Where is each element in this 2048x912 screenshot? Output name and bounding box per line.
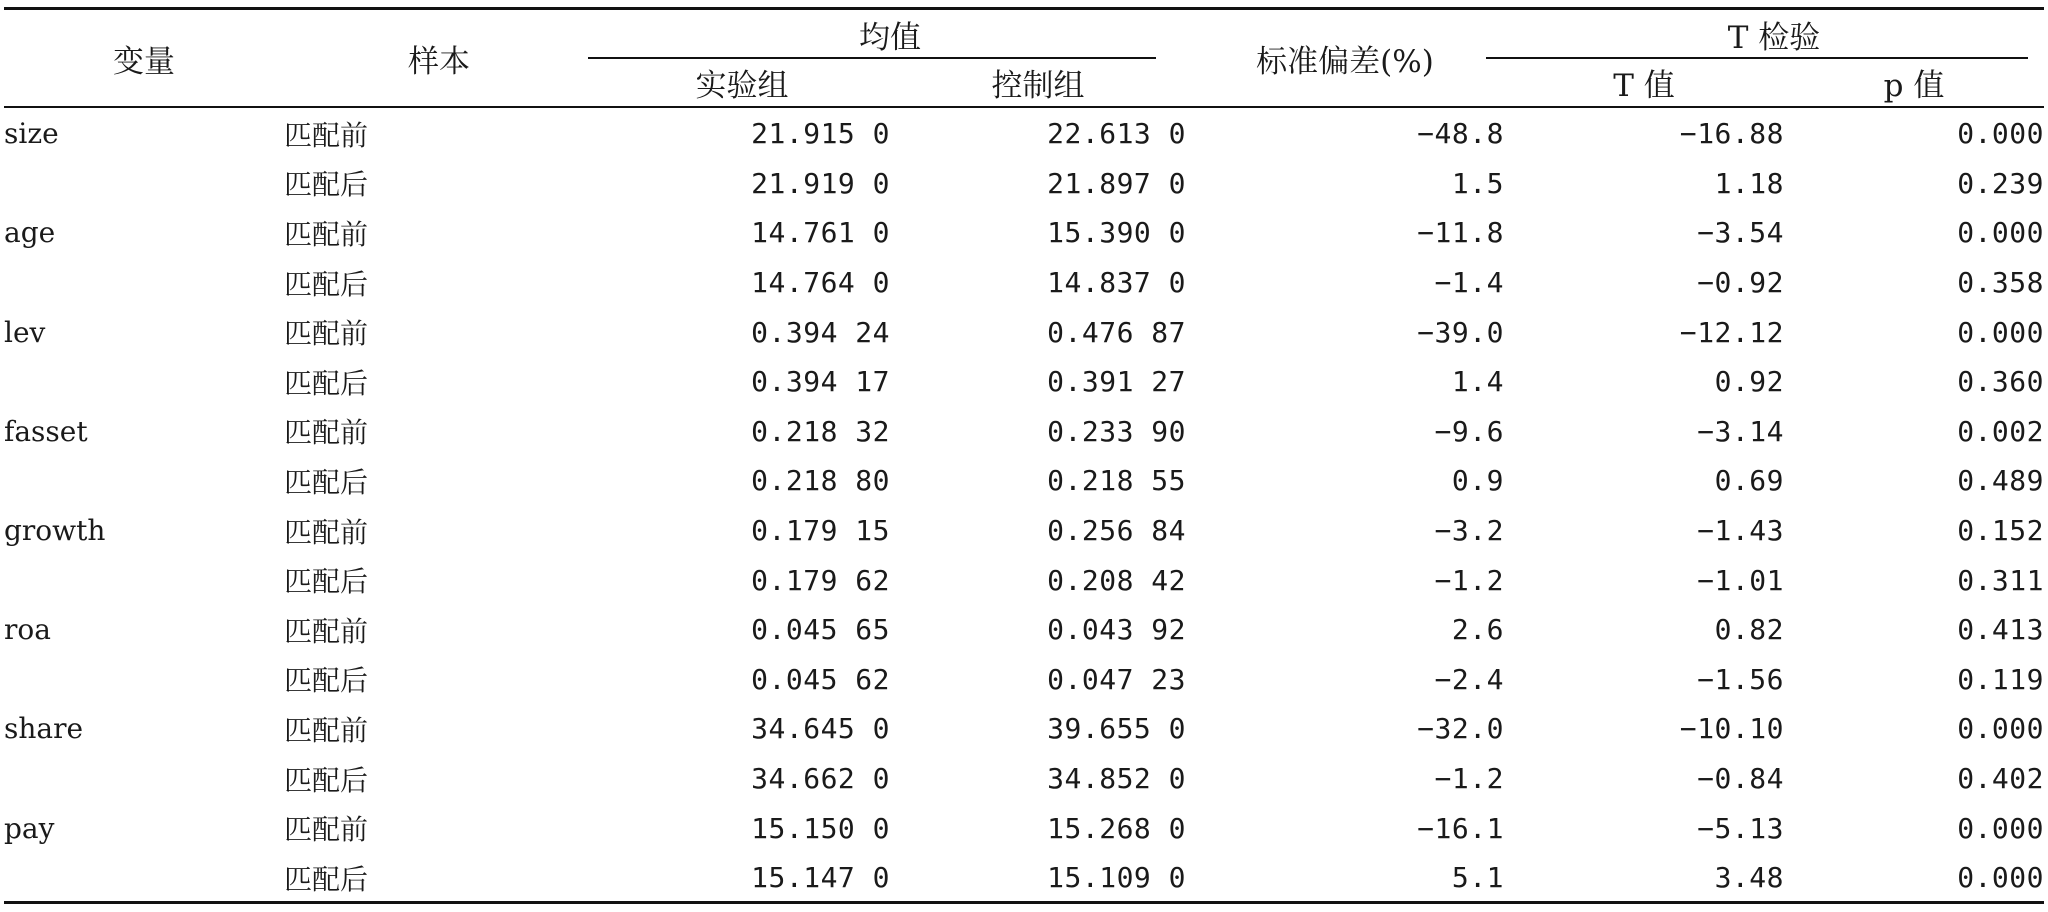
cell-treatment-mean: 34.645 0 — [751, 712, 890, 746]
cell-variable — [4, 853, 284, 903]
cell-p-value: 0.360 — [1957, 365, 2044, 399]
cell-sample: 匹配前 — [284, 217, 369, 251]
cell-treatment-mean: 0.394 17 — [751, 365, 890, 399]
cell-p-value: 0.000 — [1957, 117, 2044, 151]
cell-p-value: 0.000 — [1957, 712, 2044, 746]
cell-t-value: 0.82 — [1714, 613, 1784, 647]
cell-p-value: 0.000 — [1957, 315, 2044, 349]
cell-sample: 匹配前 — [284, 317, 369, 351]
cell-treatment-mean: 34.662 0 — [751, 762, 890, 796]
cell-t-value: −1.01 — [1697, 563, 1784, 597]
cell-control-mean: 0.391 27 — [1047, 365, 1186, 399]
cell-t-value: 0.69 — [1714, 464, 1784, 498]
header-p-value: p 值 — [1883, 67, 1945, 104]
table-row — [4, 605, 2044, 655]
cell-variable: roa — [4, 613, 51, 647]
header-treatment: 实验组 — [695, 67, 789, 104]
cell-std-bias: −32.0 — [1417, 712, 1504, 746]
header-control: 控制组 — [991, 67, 1085, 104]
cell-treatment-mean: 21.915 0 — [751, 117, 890, 151]
header-ttest: T 检验 — [1727, 19, 1821, 56]
cell-t-value: −0.92 — [1697, 266, 1784, 300]
cell-t-value: −1.56 — [1697, 662, 1784, 696]
table-row — [4, 803, 2044, 853]
header-mean: 均值 — [859, 19, 921, 56]
cell-p-value: 0.119 — [1957, 662, 2044, 696]
cell-treatment-mean: 21.919 0 — [751, 166, 890, 200]
cell-t-value: −3.14 — [1697, 414, 1784, 448]
cell-sample: 匹配前 — [284, 515, 369, 549]
cell-sample: 匹配前 — [284, 614, 369, 648]
table-row — [4, 159, 2044, 209]
cell-variable — [4, 555, 284, 605]
cell-std-bias: −39.0 — [1417, 315, 1504, 349]
cell-treatment-mean: 0.218 32 — [751, 414, 890, 448]
cell-variable — [4, 357, 284, 407]
cell-t-value: 1.18 — [1714, 166, 1784, 200]
cell-std-bias: −48.8 — [1417, 117, 1504, 151]
header-sample: 样本 — [408, 43, 470, 80]
cell-treatment-mean: 15.147 0 — [751, 861, 890, 895]
cell-t-value: −16.88 — [1679, 117, 1784, 151]
cell-sample: 匹配后 — [284, 267, 369, 301]
cell-variable — [4, 754, 284, 804]
cell-control-mean: 0.043 92 — [1047, 613, 1186, 647]
cell-control-mean: 15.268 0 — [1047, 811, 1186, 845]
cell-std-bias: −9.6 — [1434, 414, 1504, 448]
cell-p-value: 0.000 — [1957, 216, 2044, 250]
cell-control-mean: 39.655 0 — [1047, 712, 1186, 746]
cell-std-bias: 1.4 — [1451, 365, 1504, 399]
header-t-value: T 值 — [1613, 67, 1675, 104]
table-row — [4, 456, 2044, 506]
cell-t-value: 0.92 — [1714, 365, 1784, 399]
cell-p-value: 0.002 — [1957, 414, 2044, 448]
table-row — [4, 106, 2044, 159]
cell-treatment-mean: 15.150 0 — [751, 811, 890, 845]
cell-sample: 匹配后 — [284, 366, 369, 400]
cell-treatment-mean: 0.179 15 — [751, 514, 890, 548]
cell-std-bias: −16.1 — [1417, 811, 1504, 845]
cell-sample: 匹配后 — [284, 565, 369, 599]
cell-control-mean: 14.837 0 — [1047, 266, 1186, 300]
cell-p-value: 0.413 — [1957, 613, 2044, 647]
table-row — [4, 506, 2044, 556]
cell-variable — [4, 258, 284, 308]
table-row — [4, 258, 2044, 308]
cell-treatment-mean: 0.045 65 — [751, 613, 890, 647]
cell-std-bias: −2.4 — [1434, 662, 1504, 696]
cell-control-mean: 0.256 84 — [1047, 514, 1186, 548]
cell-control-mean: 15.390 0 — [1047, 216, 1186, 250]
cell-control-mean: 21.897 0 — [1047, 166, 1186, 200]
cell-treatment-mean: 14.761 0 — [751, 216, 890, 250]
cell-std-bias: 5.1 — [1451, 861, 1504, 895]
cell-t-value: −5.13 — [1697, 811, 1784, 845]
cell-control-mean: 0.208 42 — [1047, 563, 1186, 597]
cell-control-mean: 34.852 0 — [1047, 762, 1186, 796]
cell-sample: 匹配后 — [284, 465, 369, 499]
cell-t-value: −0.84 — [1697, 762, 1784, 796]
cell-p-value: 0.489 — [1957, 464, 2044, 498]
cell-sample: 匹配前 — [284, 416, 369, 450]
table-row — [4, 208, 2044, 258]
table-row — [4, 853, 2044, 903]
cell-p-value: 0.000 — [1957, 811, 2044, 845]
cell-std-bias: −1.2 — [1434, 563, 1504, 597]
cell-variable: pay — [4, 811, 55, 845]
cell-variable: growth — [4, 514, 106, 548]
cell-p-value: 0.311 — [1957, 563, 2044, 597]
cell-p-value: 0.239 — [1957, 166, 2044, 200]
cell-t-value: −10.10 — [1679, 712, 1784, 746]
cell-control-mean: 15.109 0 — [1047, 861, 1186, 895]
header-std-bias: 标准偏差(%) — [1256, 43, 1434, 80]
cell-variable — [4, 655, 284, 705]
header-row-1 — [4, 10, 2044, 58]
cell-sample: 匹配前 — [284, 118, 369, 152]
cell-treatment-mean: 0.394 24 — [751, 315, 890, 349]
cell-control-mean: 22.613 0 — [1047, 117, 1186, 151]
cell-variable: fasset — [4, 414, 88, 448]
cell-control-mean: 0.218 55 — [1047, 464, 1186, 498]
cell-std-bias: −1.4 — [1434, 266, 1504, 300]
cell-control-mean: 0.476 87 — [1047, 315, 1186, 349]
cell-p-value: 0.000 — [1957, 861, 2044, 895]
cell-control-mean: 0.047 23 — [1047, 662, 1186, 696]
cell-sample: 匹配前 — [284, 713, 369, 747]
table-body — [4, 106, 2044, 903]
cell-std-bias: −1.2 — [1434, 762, 1504, 796]
balance-test-table — [4, 10, 2044, 903]
cell-variable: age — [4, 216, 56, 250]
cell-variable: lev — [4, 315, 46, 349]
cell-variable: share — [4, 712, 84, 746]
table-row — [4, 754, 2044, 804]
table-row — [4, 655, 2044, 705]
cell-t-value: −12.12 — [1679, 315, 1784, 349]
cell-t-value: −3.54 — [1697, 216, 1784, 250]
cell-variable — [4, 159, 284, 209]
cell-sample: 匹配后 — [284, 664, 369, 698]
cell-treatment-mean: 0.045 62 — [751, 662, 890, 696]
table-row — [4, 555, 2044, 605]
table-row — [4, 307, 2044, 357]
cell-sample: 匹配后 — [284, 862, 369, 896]
cell-variable — [4, 456, 284, 506]
cell-control-mean: 0.233 90 — [1047, 414, 1186, 448]
cell-treatment-mean: 0.218 80 — [751, 464, 890, 498]
cell-sample: 匹配后 — [284, 763, 369, 797]
table-row — [4, 407, 2044, 457]
cell-std-bias: 1.5 — [1451, 166, 1504, 200]
cell-treatment-mean: 0.179 62 — [751, 563, 890, 597]
cell-p-value: 0.358 — [1957, 266, 2044, 300]
cell-std-bias: 2.6 — [1451, 613, 1504, 647]
cell-treatment-mean: 14.764 0 — [751, 266, 890, 300]
cell-std-bias: 0.9 — [1451, 464, 1504, 498]
header-variable: 变量 — [113, 43, 175, 80]
cell-p-value: 0.402 — [1957, 762, 2044, 796]
cell-variable: size — [4, 117, 59, 151]
table-row — [4, 704, 2044, 754]
table-row — [4, 357, 2044, 407]
cell-std-bias: −3.2 — [1434, 514, 1504, 548]
cell-p-value: 0.152 — [1957, 514, 2044, 548]
cell-sample: 匹配后 — [284, 168, 369, 202]
cell-t-value: 3.48 — [1714, 861, 1784, 895]
cell-sample: 匹配前 — [284, 813, 369, 847]
cell-std-bias: −11.8 — [1417, 216, 1504, 250]
cell-t-value: −1.43 — [1697, 514, 1784, 548]
